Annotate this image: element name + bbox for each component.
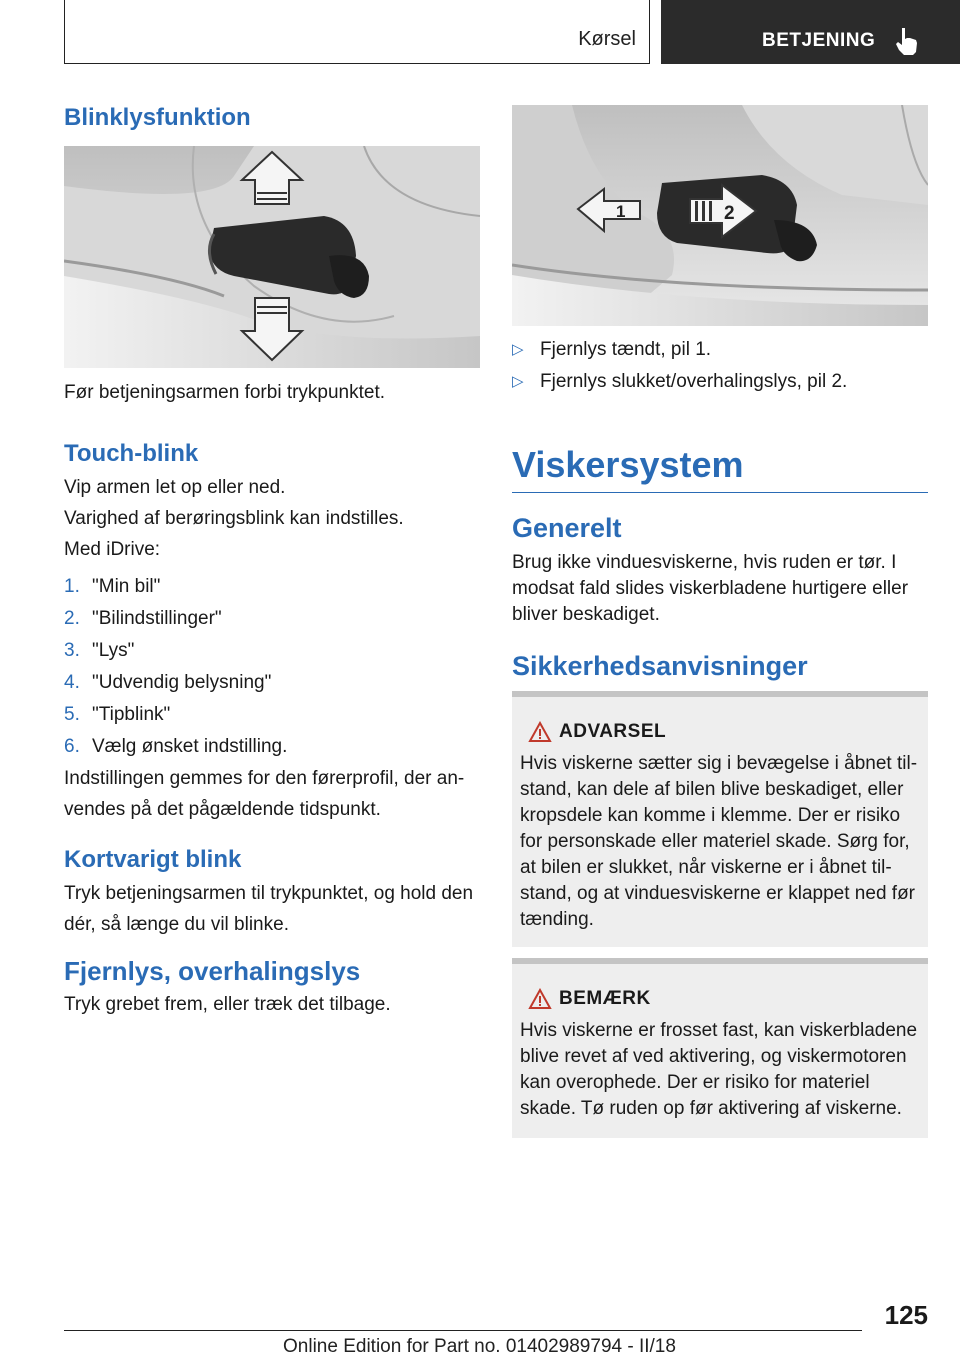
triangle-bullet-icon: ▷ bbox=[512, 341, 524, 358]
generelt-paragraph: Brug ikke vinduesviskerne, hvis ruden er tør. I modsat fald slides viskerbladene hurtigere eller bliver beskadiget. bbox=[512, 552, 909, 625]
list-item bbox=[512, 334, 928, 366]
step-number: 1. bbox=[64, 576, 80, 597]
step-text: "Lys" bbox=[92, 640, 135, 661]
heading-fjernlys: Fjernlys, overhalingslys bbox=[64, 956, 361, 986]
section-kortvarigt-blink bbox=[64, 846, 480, 940]
step-number: 3. bbox=[64, 640, 80, 661]
warning-box-advarsel bbox=[512, 691, 928, 947]
arrow-label-2: 2 bbox=[724, 203, 735, 224]
section-generelt bbox=[512, 513, 928, 628]
warning-triangle-icon bbox=[528, 988, 552, 1010]
warning-title: BEMÆRK bbox=[559, 988, 651, 1009]
header-border-right bbox=[649, 0, 650, 64]
section-fjernlys bbox=[64, 956, 480, 1020]
idrive-steps-list bbox=[64, 571, 480, 763]
step-number: 6. bbox=[64, 736, 80, 757]
warning-title: ADVARSEL bbox=[559, 721, 667, 742]
step-text: "Udvendig belysning" bbox=[92, 672, 272, 693]
warning-header bbox=[520, 721, 920, 751]
touch-paragraph-2: Varighed af berøringsblink kan indstilles. bbox=[64, 508, 404, 529]
page-number: 125 bbox=[884, 1300, 928, 1330]
figure-high-beam-stalk bbox=[512, 105, 928, 326]
list-item bbox=[64, 571, 480, 603]
heading-touch-blink: Touch-blink bbox=[64, 440, 199, 467]
touch-paragraph-1: Vip armen let op eller ned. bbox=[64, 477, 286, 498]
heading-text: Blinklysfunktion bbox=[64, 104, 251, 131]
step-text: Vælg ønsket indstilling. bbox=[92, 736, 288, 757]
high-beam-bullets bbox=[512, 334, 928, 398]
warning-triangle-icon bbox=[528, 721, 552, 743]
step-number: 5. bbox=[64, 704, 80, 725]
touch-paragraph-4: Indstillingen gemmes for den førerprofil, der an-vendes på det pågældende tidspunkt. bbox=[64, 768, 465, 820]
list-item bbox=[64, 635, 480, 667]
heading-blinklysfunktion bbox=[64, 104, 480, 132]
footer-rule bbox=[64, 1330, 862, 1331]
warning-header bbox=[520, 988, 920, 1018]
arrow-label-1: 1 bbox=[616, 202, 626, 221]
chapter-tab-label: BETJENING bbox=[762, 30, 876, 51]
list-item bbox=[512, 366, 928, 398]
bullet-text: Fjernlys slukket/overhalingslys, pil 2. bbox=[540, 371, 848, 392]
chapter-tab[interactable] bbox=[661, 0, 960, 64]
touch-paragraph-3: Med iDrive: bbox=[64, 539, 161, 560]
triangle-bullet-icon: ▷ bbox=[512, 373, 524, 390]
fjern-paragraph: Tryk grebet frem, eller træk det tilbage. bbox=[64, 994, 391, 1015]
heading-kortvarigt-blink: Kortvarigt blink bbox=[64, 846, 242, 873]
stalk-illustration bbox=[64, 146, 480, 368]
footer-edition: Online Edition for Part no. 01402989794 - II/18 bbox=[283, 1336, 676, 1357]
kort-paragraph: Tryk betjeningsarmen til trykpunktet, og hold den dér, så længe du vil blinke. bbox=[64, 883, 474, 935]
bullet-text: Fjernlys tændt, pil 1. bbox=[540, 339, 712, 360]
heading-viskersystem: Viskersystem bbox=[512, 444, 928, 493]
section-touch-blink bbox=[64, 440, 480, 825]
step-number: 4. bbox=[64, 672, 80, 693]
header-rule bbox=[64, 63, 650, 64]
header-border-left bbox=[64, 0, 65, 64]
list-item bbox=[64, 699, 480, 731]
list-item bbox=[64, 603, 480, 635]
caption-blinklys: Før betjeningsarmen forbi trykpunktet. bbox=[64, 382, 386, 403]
step-text: "Tipblink" bbox=[92, 704, 171, 725]
high-beam-illustration bbox=[512, 105, 928, 326]
warning-text: Hvis viskerne sætter sig i bevægelse i åbnet til-stand, kan dele af bilen blive beskadiget, eller kropsdele kan komme i klemme. Der er risiko for personskade eller materiel skade. Sørg for, at bilen er slukket, når viskerne er i åbnet til-stand, og at vinduesviskerne er klappet ned før tænding. bbox=[520, 753, 918, 930]
step-number: 2. bbox=[64, 608, 80, 629]
list-item bbox=[64, 731, 480, 763]
step-text: "Bilindstillinger" bbox=[92, 608, 222, 629]
warning-box-bemaerk bbox=[512, 958, 928, 1138]
step-text: "Min bil" bbox=[92, 576, 161, 597]
figure-turn-signal-stalk bbox=[64, 146, 480, 368]
chapter-viskersystem bbox=[512, 444, 928, 493]
header-section-title: Kørsel bbox=[578, 28, 636, 50]
heading-sikkerhedsanvisninger: Sikkerhedsanvisninger bbox=[512, 651, 808, 681]
heading-generelt: Generelt bbox=[512, 513, 622, 543]
list-item bbox=[64, 667, 480, 699]
pointing-hand-icon bbox=[893, 26, 921, 56]
section-sikkerhedsanvisninger bbox=[512, 651, 928, 682]
warning-text: Hvis viskerne er frosset fast, kan viskerbladene blive revet af ved aktivering, og viskermotoren kan overophede. Der er risiko for materiel skade. Tø ruden op før aktivering af viskerne. bbox=[520, 1020, 918, 1119]
